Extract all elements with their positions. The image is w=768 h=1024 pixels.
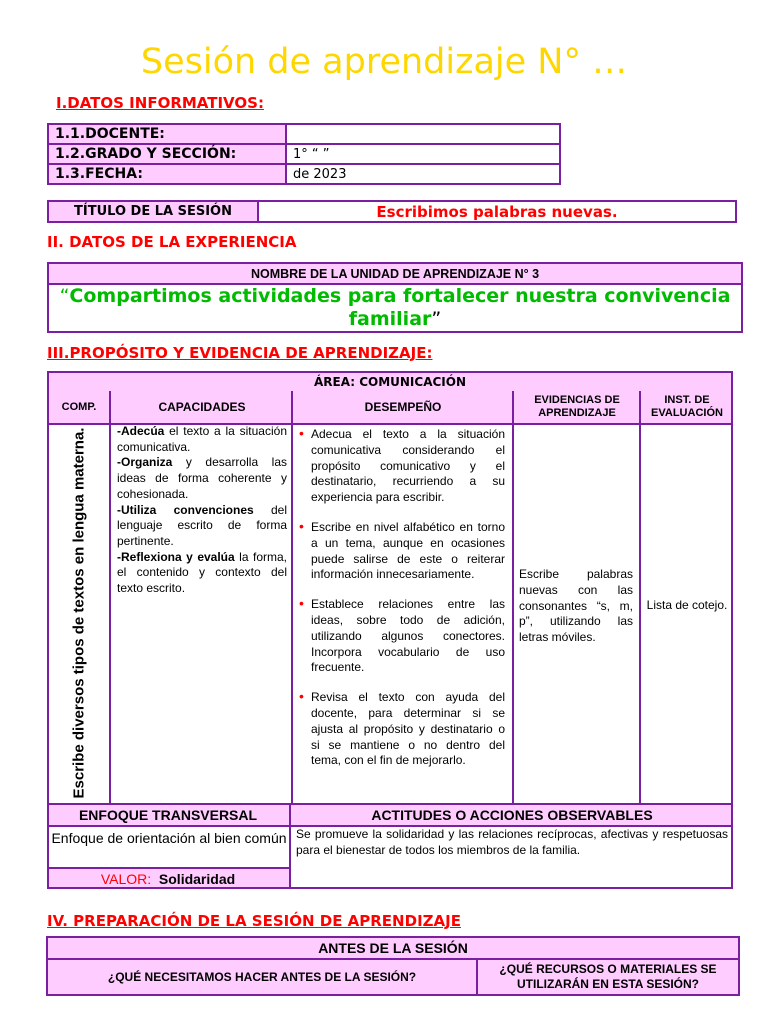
- evidencia-cell: Escribe palabras nuevas con las consonantes “s, m, p”, utilizando las letras móviles.: [519, 567, 633, 645]
- enfoque-header: ENFOQUE TRANSVERSAL: [78, 807, 258, 823]
- col-hacer: ¿QUÉ NECESITAMOS HACER ANTES DE LA SESIÓN?: [48, 960, 478, 994]
- enfoque-value: Enfoque de orientación al bien común: [51, 830, 287, 846]
- actitudes-value: Se promueve la solidaridad y las relaciones recíprocas, afectivas y respetuosas para el bienestar de todos los miembros de la familia.: [296, 827, 728, 857]
- unit-open-quote: “: [59, 285, 70, 307]
- fecha-value[interactable]: de 2023: [286, 164, 560, 184]
- capacidad-item: -Reflexiona y evalúa la forma, el contenido y contexto del texto escrito.: [117, 549, 287, 596]
- unit-close-quote: ”: [431, 308, 442, 330]
- page-title: Sesión de aprendizaje N° …: [140, 42, 628, 82]
- unit-table: [47, 262, 743, 333]
- unit-name: [48, 284, 742, 332]
- desempeno-item: • Establece relaciones entre las ideas, sobre todo de adición, utilizando algunos conectores. Incorpora vocabulario de uso frecuente.: [297, 597, 505, 676]
- table-row: [48, 164, 560, 184]
- valor-label: VALOR:: [100, 871, 152, 887]
- session-title-table: [47, 200, 737, 223]
- col-comp: COMP.: [61, 401, 97, 413]
- table-row: [48, 124, 560, 144]
- proposito-table: [47, 371, 733, 889]
- antes-header: ANTES DE LA SESIÓN: [48, 938, 738, 960]
- col-evidencias: EVIDENCIAS DE APRENDIZAJE: [534, 394, 620, 419]
- capacidades-cell: [117, 424, 287, 597]
- competencia-cell: [47, 423, 111, 803]
- capacidad-item: -Utiliza convenciones del lenguaje escrito de forma pertinente.: [117, 502, 287, 548]
- valor-value: Solidaridad: [158, 871, 236, 887]
- unit-name-text: Compartimos actividades para fortalecer nuestra convivencia familiar: [69, 285, 731, 330]
- instrumento-cell: Lista de cotejo.: [646, 598, 728, 612]
- competencia-text: Escribe diversos tipos de textos en lengua materna.: [70, 427, 88, 799]
- table-row: [48, 144, 560, 164]
- col-desempeno: DESEMPEÑO: [364, 400, 442, 414]
- docente-value[interactable]: [286, 124, 560, 144]
- col-recursos: ¿QUÉ RECURSOS O MATERIALES SE UTILIZARÁN EN ESTA SESIÓN?: [478, 960, 738, 994]
- desempeno-item: • Revisa el texto con ayuda del docente, para determinar si se ajusta al propósito y destinatario o si se mantiene o no dentro del tema, con el fin de mejorarlo.: [297, 690, 505, 769]
- unit-label: NOMBRE DE LA UNIDAD DE APRENDIZAJE N° 3: [48, 263, 742, 284]
- preparacion-table: [46, 936, 740, 996]
- desempeno-cell: [297, 427, 505, 783]
- section-4-heading: IV. PREPARACIÓN DE LA SESIÓN DE APRENDIZAJE: [47, 912, 461, 930]
- actitudes-header: ACTITUDES O ACCIONES OBSERVABLES: [371, 807, 653, 823]
- datos-informativos-table: [47, 123, 561, 185]
- section-3-heading: III.PROPÓSITO Y EVIDENCIA DE APRENDIZAJE:: [47, 344, 433, 362]
- area-header: ÁREA: COMUNICACIÓN: [47, 371, 733, 393]
- col-capacidades: CAPACIDADES: [158, 400, 246, 414]
- session-title-label: TÍTULO DE LA SESIÓN: [48, 201, 258, 222]
- desempeno-item: • Escribe en nivel alfabético en torno a un tema, aunque en ocasiones puede salirse de este o reiterar información innecesariamente.: [297, 520, 505, 583]
- docente-label: 1.1.DOCENTE:: [48, 124, 286, 144]
- section-2-heading: II. DATOS DE LA EXPERIENCIA: [47, 233, 297, 251]
- divider: [291, 391, 293, 803]
- valor-row: [47, 867, 289, 889]
- desempeno-item: • Adecua el texto a la situación comunicativa considerando el propósito comunicativo y el destinatario, recurriendo a su experiencia para escribir.: [297, 427, 505, 506]
- divider: [289, 803, 291, 887]
- section-1-heading: I.DATOS INFORMATIVOS:: [56, 94, 264, 112]
- capacidad-item: -Organiza y desarrolla las ideas de forma coherente y cohesionada.: [117, 455, 287, 501]
- col-instrumento: INST. DE EVALUACIÓN: [651, 394, 723, 419]
- capacidad-item: -Adecúa el texto a la situación comunicativa.: [117, 424, 287, 454]
- grado-label: 1.2.GRADO Y SECCIÓN:: [48, 144, 286, 164]
- divider: [512, 391, 514, 803]
- fecha-label: 1.3.FECHA:: [48, 164, 286, 184]
- divider: [639, 391, 641, 803]
- grado-value[interactable]: 1° “ ”: [286, 144, 560, 164]
- session-title-value: Escribimos palabras nuevas.: [376, 202, 618, 221]
- divider: [109, 391, 111, 803]
